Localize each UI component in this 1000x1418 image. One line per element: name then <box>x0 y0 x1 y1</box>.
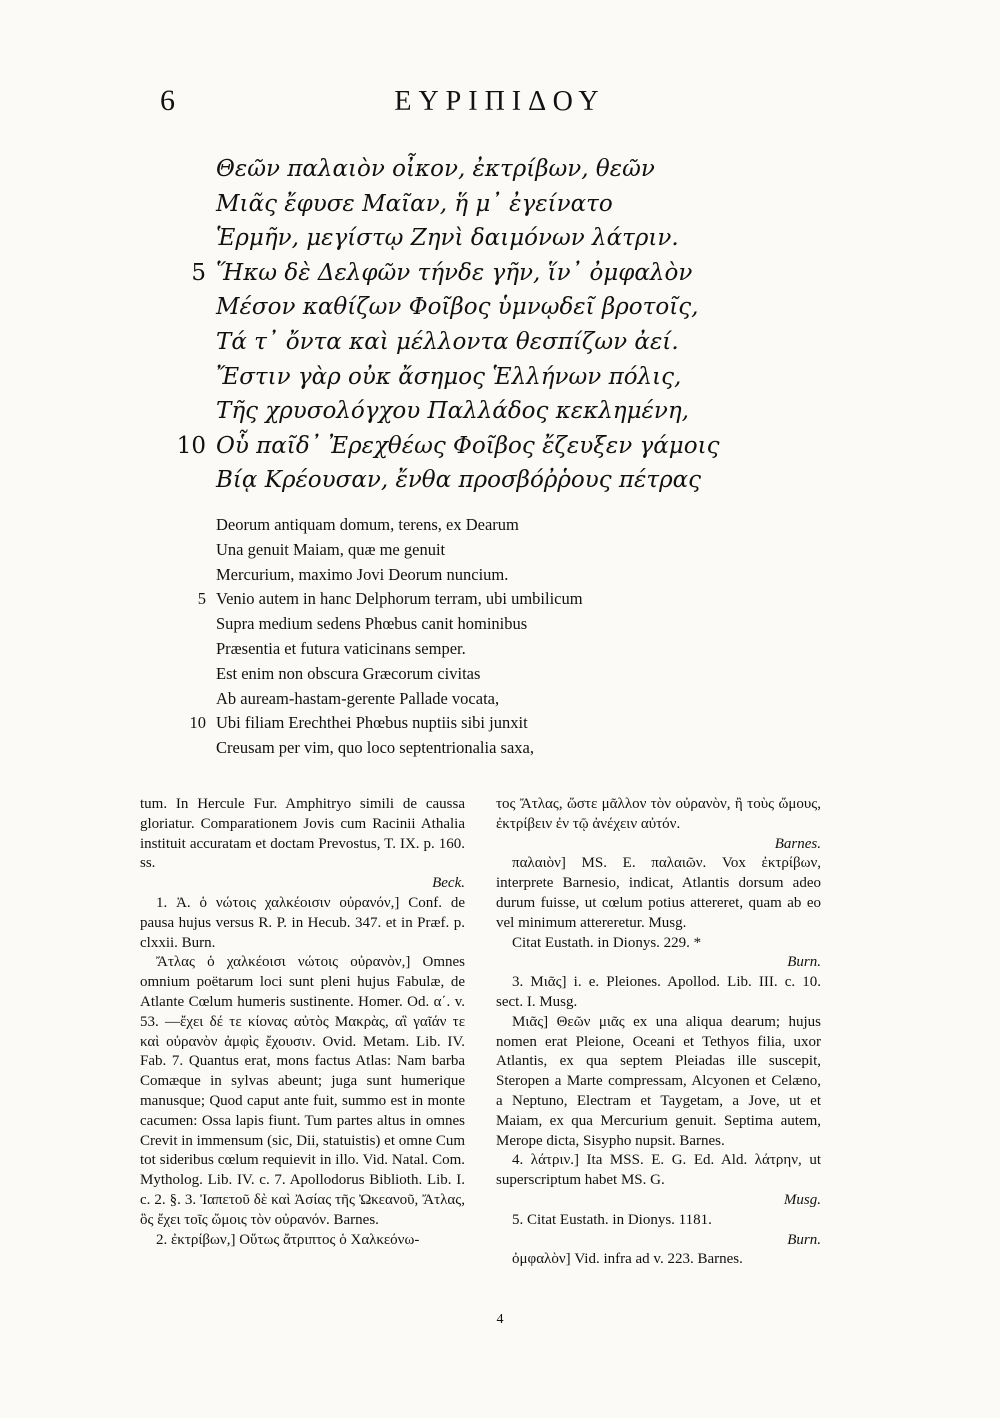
latin-verse-line <box>160 662 860 687</box>
line-number: 5 <box>191 259 206 286</box>
greek-verse-line <box>160 152 860 187</box>
greek-verse-line <box>160 360 860 395</box>
greek-verse-line <box>160 290 860 325</box>
greek-verse-line-text: Βίᾳ Κρέουσαν, ἔνθα προσβόῤῥους πέτρας <box>216 467 701 494</box>
note-paragraph: 4. λάτριν.] Ita MSS. E. G. Ed. Ald. λάτρην, ut superscriptum habet MS. G. <box>496 1152 821 1189</box>
note-paragraph: ὀμφαλὸν] Vid. infra ad v. 223. Barnes. <box>512 1251 743 1268</box>
latin-verse-line <box>160 513 860 538</box>
note-paragraph: παλαιὸν] MS. E. παλαιῶν. Vox ἐκτρίβων, interprete Barnesio, indicat, Atlantis dorsum adeo durum fuisse, ut cœlum potius attereret, quam ab eo vel minimum attereretur. Musg. <box>496 855 821 931</box>
line-number: 10 <box>189 713 206 733</box>
greek-verse-line-text: Ἔστιν γὰρ οὐκ ἄσημος Ἑλλήνων πόλις, <box>216 363 682 390</box>
signature-mark: 4 <box>496 1312 504 1327</box>
greek-verse-line <box>160 429 860 464</box>
note-attribution: Musg. <box>783 1191 821 1208</box>
line-number: 5 <box>197 589 206 609</box>
greek-verse-line-text: Τῆς χρυσολόγχου Παλλάδος κεκλημένη, <box>216 398 689 425</box>
latin-verse-line-text: Præsentia et futura vaticinans semper. <box>216 638 466 658</box>
greek-verse-line <box>160 187 860 222</box>
note-paragraph: τος Ἄτλας, ὥστε μᾶλλον τὸν οὐρανὸν, ἢ τοὺς ὤμους, ἐκτρίβειν ἐν τῷ ἀνέχειν αὐτόν. <box>496 796 821 832</box>
latin-verse-line-text: Creusam per vim, quo loco septentrionalia saxa, <box>216 738 534 758</box>
line-number: 10 <box>176 432 206 459</box>
latin-verse-line <box>160 587 860 612</box>
latin-verse-line-text: Ubi filiam Erechthei Phœbus nuptiis sibi junxit <box>216 713 528 733</box>
greek-verse-line-text: Μιᾶς ἔφυσε Μαῖαν, ἥ μ᾽ ἐγείνατο <box>216 190 613 217</box>
greek-verse-line-text: Μέσον καθίζων Φοῖβος ὑμνῳδεῖ βροτοῖς, <box>216 294 699 321</box>
greek-verse-line-text: Ἑρμῆν, μεγίστῳ Ζηνὶ δαιμόνων λάτριν. <box>216 225 679 252</box>
latin-verse-line-text: Supra medium sedens Phœbus canit hominibus <box>216 614 528 634</box>
latin-verse-line <box>160 711 860 736</box>
greek-verse-line <box>160 394 860 429</box>
footnotes-right-column <box>496 795 821 1270</box>
latin-verse-line-text: Est enim non obscura Græcorum civitas <box>216 663 481 683</box>
latin-verse-line <box>160 637 860 662</box>
page-header <box>0 84 1000 124</box>
latin-verse-line-text: Ab auream-hastam-gerente Pallade vocata, <box>216 688 500 708</box>
latin-verse-line-text: Mercurium, maximo Jovi Deorum nuncium. <box>216 564 509 584</box>
note-paragraph: Μιᾶς] Θεῶν μιᾶς ex una aliqua dearum; hujus nomen erat Pleione, Oceani et Tethyos filia, uxor Atlantis, ex qua septem Pleiadas ille suscepit, Steropen a Marte compressam, Alcyonen et Celæno, a Neptuno, Electram et Taygetam, a Jove, ut et Maiam, ex qua Mercurium genuit. Septima autem, Merope dicta, Sisypho nupsit. Barnes. <box>496 1013 821 1149</box>
latin-verse-line <box>160 736 860 761</box>
latin-verse-line-text: Deorum antiquam domum, terens, ex Dearum <box>216 515 519 534</box>
greek-verse-block <box>160 152 860 498</box>
note-attribution: Burn. <box>787 954 821 971</box>
note-attribution: Barnes. <box>774 835 821 852</box>
footnotes-left-column <box>140 795 465 1250</box>
greek-verse-line <box>160 256 860 291</box>
note-paragraph: 5. Citat Eustath. in Dionys. 1181. <box>512 1211 712 1228</box>
note-paragraph: tum. In Hercule Fur. Amphitryo simili de caussa gloriatur. Comparationem Jovis cum Racinii Athalia instituit accuratam et doctam Prevostus, T. IX. p. 160. ss. <box>140 796 465 872</box>
latin-verse-line <box>160 687 860 712</box>
latin-verse-line <box>160 538 860 563</box>
note-paragraph: 2. ἐκτρίβων,] Οὕτως ἄτριπτος ὁ Χαλκεόνω- <box>156 1231 420 1248</box>
note-paragraph: 3. Μιᾶς] i. e. Pleiones. Apollod. Lib. III. c. 10. sect. I. Musg. <box>496 974 821 1010</box>
latin-verse-line-text: Venio autem in hanc Delphorum terram, ubi umbilicum <box>216 589 583 609</box>
note-attribution: Beck. <box>432 875 465 892</box>
running-title: ΕΥΡΙΠΙΔΟΥ <box>394 86 606 117</box>
note-paragraph: Ἄτλας ὁ χαλκέοισι νώτοις οὐρανὸν,] Omnes omnium poëtarum loci sunt pleni hujus Fabulæ, de Atlante Cœlum humeris sustinente. Homer. Od. α΄. v. 53. —ἔχει δέ τε κίονας αὐτὸς Μακρὰς, αἳ γαῖάν τε καὶ οὐρανὸν ἀμφὶς ἔχουσιν. Ovid. Metam. Lib. IV. Fab. 7. Quantus erat, mons factus Atlas: Nam barba Comæque in sylvas abeunt; juga sunt humerique manusque; Quod caput ante fuit, summo est in monte cacumen: Ossa lapis fiunt. Tum partes altus in omnes Crevit in immensum (sic, Dii, statuistis) et omne Cum tot sideribus cœlum requievit in illo. Vid. Natal. Com. Mytholog. Lib. IV. c. 7. Apollodorus Biblioth. Lib. I. c. 2. §. 3. Ἰαπετοῦ δὲ καὶ Ἀσίας τῆς Ὠκεανοῦ, Ἄτλας, ὃς ἔχει τοῖς ὤμοις τὸν οὐρανόν. Barnes. <box>140 954 465 1228</box>
greek-verse-line <box>160 463 860 498</box>
greek-verse-line-text: Ἥκω δὲ Δελφῶν τήνδε γῆν, ἵν᾽ ὀμφαλὸν <box>216 259 693 286</box>
greek-verse-line-text: Οὗ παῖδ᾽ Ἐρεχθέως Φοῖβος ἔζευξεν γάμοις <box>216 432 720 459</box>
latin-verse-line <box>160 563 860 588</box>
latin-verse-line <box>160 612 860 637</box>
greek-verse-line-text: Θεῶν παλαιὸν οἶκον, ἐκτρίβων, θεῶν <box>216 156 655 182</box>
page-number: 6 <box>160 84 175 117</box>
greek-verse-line <box>160 325 860 360</box>
latin-translation-block <box>160 513 860 761</box>
greek-verse-line <box>160 221 860 256</box>
note-paragraph: Citat Eustath. in Dionys. 229. * <box>512 934 702 951</box>
note-attribution: Burn. <box>787 1231 821 1248</box>
latin-verse-line-text: Una genuit Maiam, quæ me genuit <box>216 539 446 559</box>
note-paragraph: 1. Ἀ. ὁ νώτοις χαλκέοισιν οὐρανόν,] Conf. de pausa hujus versus R. P. in Hecub. 347. et in Præf. p. clxxii. Burn. <box>140 894 465 951</box>
greek-verse-line-text: Τά τ᾽ ὄντα καὶ μέλλοντα θεσπίζων ἀεί. <box>216 328 679 355</box>
